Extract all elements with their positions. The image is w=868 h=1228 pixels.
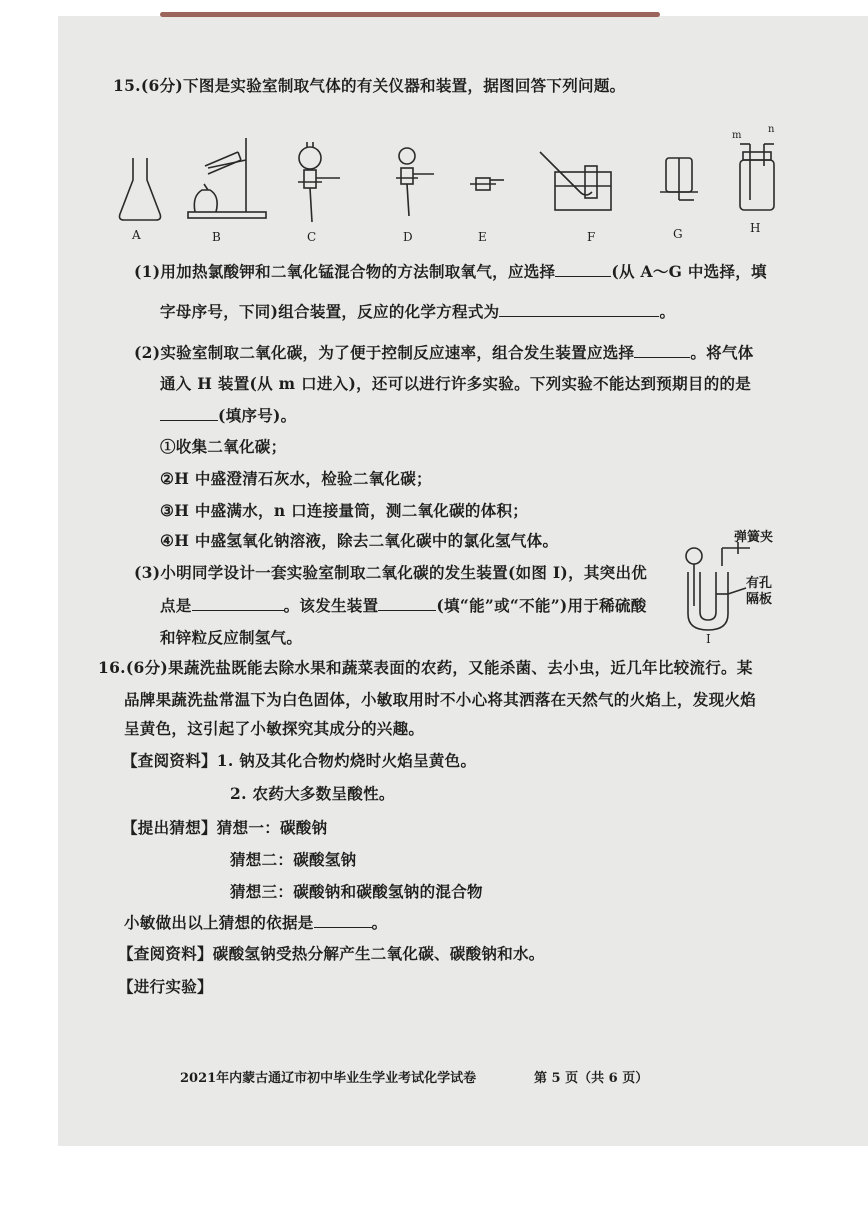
- q16-experiment: 【进行实验】: [118, 977, 213, 996]
- q16-guess-2: 猜想二：碳酸氢钠: [230, 850, 357, 869]
- answer-blank[interactable]: [192, 596, 284, 611]
- q16-guess-1: 【提出猜想】猜想一：碳酸钠: [122, 818, 328, 837]
- label-h: H: [750, 221, 761, 235]
- q15-p1-text-b: (从 A～G 中选择，填: [611, 262, 767, 281]
- q15-p1-text-a: (1)用加热氯酸钾和二氧化锰混合物的方法制取氧气，应选择: [134, 262, 556, 281]
- figure-i: [680, 526, 790, 646]
- label-c: C: [307, 230, 317, 244]
- binding-edge: [160, 12, 660, 17]
- figure-i-label: I: [706, 632, 711, 646]
- thistle-funnel-d: [396, 148, 434, 216]
- q16-line1: 16.(6分)果蔬洗盐既能去除水果和蔬菜表面的农药，又能杀菌、去小虫，近几年比较流行。某: [98, 658, 753, 677]
- answer-blank[interactable]: [499, 302, 659, 317]
- separatory-funnel-c: [298, 142, 340, 222]
- porous-plate-label-1: 有孔: [746, 576, 773, 591]
- q16-ref1-b: 2. 农药大多数呈酸性。: [230, 784, 395, 803]
- label-g: G: [673, 227, 683, 241]
- spring-clip-label: 弹簧夹: [734, 530, 774, 545]
- q15-p3-line2: [160, 596, 647, 616]
- gas-bottle-g: [660, 158, 698, 200]
- q15-title: 15.(6分)下图是实验室制取气体的有关仪器和装置，据图回答下列问题。: [113, 76, 626, 95]
- answer-blank[interactable]: [634, 343, 690, 358]
- footer-page-number: 第 5 页（共 6 页）: [534, 1071, 649, 1086]
- q15-p1-text-c: 字母序号，下同)组合装置，反应的化学方程式为: [160, 302, 500, 321]
- q16-line2: 品牌果蔬洗盐常温下为白色固体，小敏取用时不小心将其洒落在天然气的火焰上，发现火焰: [124, 690, 757, 709]
- q15-option-1: ①收集二氧化碳；: [160, 437, 287, 456]
- q15-option-3: ③H 中盛满水，n 口连接量筒，测二氧化碳的体积；: [160, 501, 529, 520]
- q16-basis-line: [124, 913, 387, 933]
- label-a: A: [132, 228, 141, 242]
- answer-blank[interactable]: [160, 406, 218, 421]
- label-f: F: [587, 230, 596, 244]
- q15-p3-text-c: 。该发生装置: [283, 596, 379, 615]
- q15-p1-line2: [160, 302, 675, 322]
- water-trough-f: [540, 152, 611, 210]
- q15-p3-text-d: (填“能”或“不能”)用于稀硫酸: [436, 596, 647, 615]
- multipurpose-bottle-h: [740, 144, 774, 210]
- q15-p3-line3: 和锌粒反应制氢气。: [160, 628, 303, 647]
- q15-p1-line1: [134, 262, 767, 282]
- port-n: n: [768, 124, 775, 135]
- label-e: E: [478, 230, 487, 244]
- q15-p2-line3: [160, 406, 296, 426]
- stopper-e: [470, 178, 504, 190]
- apparatus-figure: [110, 124, 790, 260]
- q15-p2-line2: 通入 H 装置(从 m 口进入)，还可以进行许多实验。下列实验不能达到预期目的的是: [160, 374, 752, 393]
- q15-p2-text-d: (填序号)。: [218, 406, 297, 425]
- port-m: m: [732, 130, 742, 141]
- q15-option-4: ④H 中盛氢氧化钠溶液，除去二氧化碳中的氯化氢气体。: [160, 531, 559, 550]
- q16-line3: 呈黄色，这引起了小敏探究其成分的兴趣。: [124, 719, 425, 738]
- answer-blank[interactable]: [555, 262, 611, 277]
- q15-p2-line1: [134, 343, 754, 363]
- q16-ref1-a: 【查阅资料】1. 钠及其化合物灼烧时火焰呈黄色。: [122, 751, 477, 770]
- iron-stand-b: [188, 138, 266, 218]
- q15-p3-text-b: 点是: [160, 596, 192, 615]
- answer-blank[interactable]: [378, 596, 436, 611]
- label-d: D: [403, 230, 413, 244]
- q15-p1-text-d: 。: [659, 302, 676, 321]
- q16-basis-text: 小敏做出以上猜想的依据是: [124, 913, 314, 932]
- porous-plate-label-2: 隔板: [746, 592, 773, 607]
- q15-option-2: ②H 中盛澄清石灰水，检验二氧化碳；: [160, 469, 432, 488]
- q15-p3-line1: (3)小明同学设计一套实验室制取二氧化碳的发生装置(如图 I)，其突出优: [134, 563, 648, 582]
- conical-flask-a: [120, 158, 161, 220]
- answer-blank[interactable]: [314, 913, 372, 928]
- q16-basis-end: 。: [371, 913, 388, 932]
- q16-guess-3: 猜想三：碳酸钠和碳酸氢钠的混合物: [230, 882, 483, 901]
- q16-ref2: 【查阅资料】碳酸氢钠受热分解产生二氧化碳、碳酸钠和水。: [118, 944, 545, 963]
- q15-p2-text-b: 。将气体: [690, 343, 754, 362]
- footer-title: 2021年内蒙古通辽市初中毕业生学业考试化学试卷: [180, 1071, 477, 1086]
- label-b: B: [212, 230, 221, 244]
- q15-p2-text-a: (2)实验室制取二氧化碳，为了便于控制反应速率，组合发生装置应选择: [134, 343, 635, 362]
